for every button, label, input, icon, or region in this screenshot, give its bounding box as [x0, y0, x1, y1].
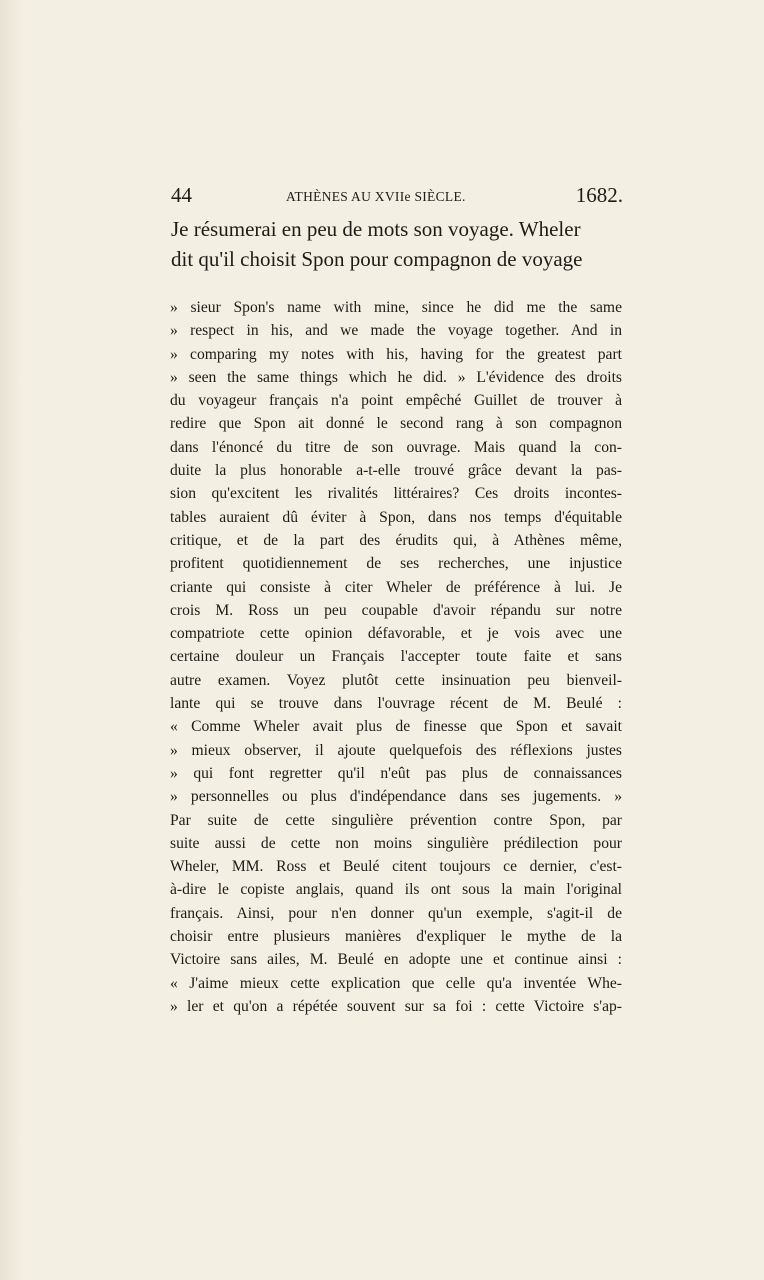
text-line: suite aussi de cette non moins singulière prédilection pour: [170, 834, 622, 852]
running-title: ATHÈNES AU XVIIe SIÈCLE.: [286, 189, 466, 204]
text-line: du voyageur français n'a point empêché Guillet de trouver à: [170, 392, 622, 410]
body-text: [170, 296, 622, 1018]
text-line: » respect in his, and we made the voyage together. And in: [170, 322, 622, 340]
text-line: dans l'énoncé du titre de son ouvrage. Mais quand la con-: [170, 438, 622, 456]
text-line: autre examen. Voyez plutôt cette insinuation peu bienveil-: [170, 671, 622, 689]
text-line: crois M. Ross un peu coupable d'avoir répandu sur notre: [170, 601, 622, 619]
intro-line: dit qu'il choisit Spon pour compagnon de voyage: [171, 247, 583, 271]
text-line: certaine douleur un Français l'accepter toute faite et sans: [170, 648, 622, 666]
text-line: choisir entre plusieurs manières d'expliquer le mythe de la: [170, 928, 622, 946]
text-line: » personnelles ou plus d'indépendance dans ses jugements. »: [170, 788, 622, 806]
text-line: Victoire sans ailes, M. Beulé en adopte une et continue ainsi :: [170, 951, 622, 969]
text-line: compatriote cette opinion défavorable, et je vois avec une: [170, 625, 622, 643]
text-line: » comparing my notes with his, having for the greatest part: [170, 345, 622, 363]
page-gutter-shadow: [0, 0, 22, 1280]
text-line: criante qui consiste à citer Wheler de préférence à lui. Je: [170, 578, 622, 596]
text-line: critique, et de la part des érudits qui, à Athènes même,: [170, 531, 622, 549]
text-line: tables auraient dû éviter à Spon, dans nos temps d'équitable: [170, 508, 622, 526]
text-line: » seen the same things which he did. » L'évidence des droits: [170, 368, 622, 386]
text-line: « Comme Wheler avait plus de finesse que Spon et savait: [170, 718, 622, 736]
text-line: profitent quotidiennement de ses recherches, une injustice: [170, 555, 622, 573]
text-line: à-dire le copiste anglais, quand ils ont sous la main l'original: [170, 881, 622, 899]
text-line: « J'aime mieux cette explication que celle qu'a inventée Whe-: [170, 974, 622, 992]
text-line: duite la plus honorable a-t-elle trouvé grâce devant la pas-: [170, 462, 622, 480]
intro-paragraph: [171, 214, 623, 274]
text-line: » sieur Spon's name with mine, since he did me the same: [170, 299, 622, 316]
text-line: » ler et qu'on a répétée souvent sur sa foi : cette Victoire s'ap-: [170, 997, 622, 1015]
text-line: Par suite de cette singulière prévention contre Spon, par: [170, 811, 622, 829]
text-line: redire que Spon ait donné le second rang à son compagnon: [170, 415, 622, 433]
text-line: sion qu'excitent les rivalités littéraires? Ces droits incontes-: [170, 485, 622, 503]
text-line: » mieux observer, il ajoute quelquefois des réflexions justes: [170, 741, 622, 759]
page-number: 44: [171, 183, 192, 207]
text-line: Wheler, MM. Ross et Beulé citent toujours ce dernier, c'est-: [170, 858, 622, 876]
text-line: français. Ainsi, pour n'en donner qu'un exemple, s'agit-il de: [170, 904, 622, 922]
text-line: lante qui se trouve dans l'ouvrage récent de M. Beulé :: [170, 695, 622, 713]
intro-line: Je résumerai en peu de mots son voyage. Wheler: [171, 217, 581, 241]
page-header: [171, 183, 623, 211]
header-year: 1682.: [575, 183, 623, 207]
text-line: » qui font regretter qu'il n'eût pas plus de connaissances: [170, 764, 622, 782]
